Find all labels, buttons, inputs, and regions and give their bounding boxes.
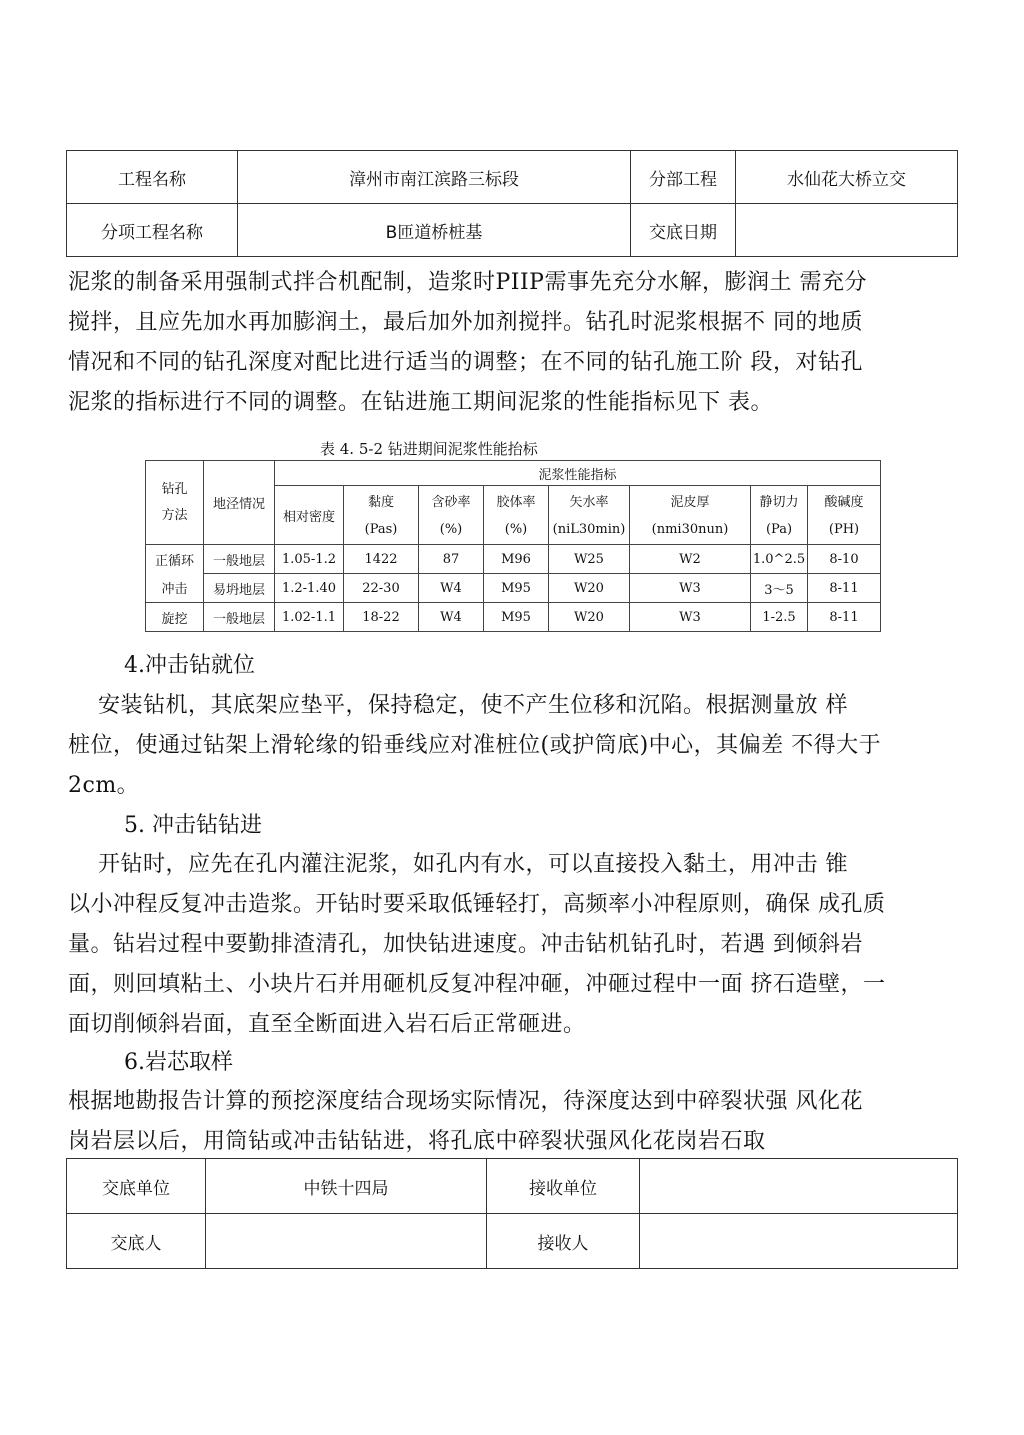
cell: 1.02-1.1 — [275, 603, 344, 632]
cell: 8-11 — [808, 603, 881, 632]
header-ph: 酸碱度 — [808, 486, 881, 515]
division-label: 分部工程 — [631, 151, 736, 204]
unit-cake: (nmi30nun) — [630, 514, 751, 545]
issuer — [206, 1214, 487, 1269]
header-density: 相对密度 — [275, 486, 344, 545]
unit-colloid: (%) — [484, 514, 549, 545]
section-5-title: 5. 冲击钻钻进 — [124, 813, 262, 838]
receiver-unit-label: 接收单位 — [487, 1159, 640, 1214]
cell: 3～5 — [751, 574, 808, 603]
cell: 1-2.5 — [751, 603, 808, 632]
unit-ph: (PH) — [808, 514, 881, 545]
header-table — [66, 150, 958, 257]
footer-table — [66, 1158, 958, 1269]
header-shear: 静切力 — [751, 486, 808, 515]
cell: M95 — [484, 574, 549, 603]
cell: W20 — [549, 603, 630, 632]
header-sand: 含砂率 — [419, 486, 484, 515]
mud-performance-table — [145, 460, 881, 632]
cell: 一般地层 — [204, 545, 275, 574]
subitem: B匝道桥桩基 — [238, 204, 631, 257]
cell: 1.05-1.2 — [275, 545, 344, 574]
cell: W4 — [419, 603, 484, 632]
col-geology-header: 地泾情况 — [204, 461, 275, 545]
cell: 一般地层 — [204, 603, 275, 632]
cell: 22-30 — [344, 574, 419, 603]
receiver-unit — [640, 1159, 958, 1214]
cell: W4 — [419, 574, 484, 603]
cell: 8-10 — [808, 545, 881, 574]
cell: 18-22 — [344, 603, 419, 632]
paragraph-drill-positioning: 安装钻机，其底架应垫平，保持稳定，使不产生位移和沉陷。根据测量放 样 桩位，使通过钻架上滑轮缘的铅垂线应对准桩位(或护筒底)中心，其偏差 不得大于 2cm。 — [68, 693, 882, 798]
cell: 1.0^2.5 — [751, 545, 808, 574]
unit-viscosity: (Pas) — [344, 514, 419, 545]
method-cell: 旋挖 — [146, 603, 204, 632]
receiver-label: 接收人 — [487, 1214, 640, 1269]
section-6-title: 6.岩芯取样 — [124, 1050, 233, 1075]
unit-water-loss: (niL30min) — [549, 514, 630, 545]
cell: W25 — [549, 545, 630, 574]
cell: 87 — [419, 545, 484, 574]
subitem-label: 分项工程名称 — [67, 204, 238, 257]
unit-sand: (%) — [419, 514, 484, 545]
cell: W2 — [630, 545, 751, 574]
project-name: 漳州市南江滨路三标段 — [238, 151, 631, 204]
issuer-label: 交底人 — [67, 1214, 206, 1269]
method-cell: 正循环 — [146, 545, 204, 574]
method-cell: 冲击 — [146, 574, 204, 603]
table-row — [146, 545, 881, 574]
division: 水仙花大桥立交 — [736, 151, 958, 204]
header-colloid: 胶体率 — [484, 486, 549, 515]
cell: W3 — [630, 574, 751, 603]
table-row — [146, 574, 881, 603]
header-viscosity: 黏度 — [344, 486, 419, 515]
col-method-header: 钻孔 方法 — [146, 461, 204, 545]
issuer-unit-label: 交底单位 — [67, 1159, 206, 1214]
table-caption: 表 4. 5-2 钻进期间泥浆性能抬标 — [320, 440, 538, 458]
paragraph-drilling: 开钻时，应先在孔内灌注泥浆，如孔内有水，可以直接投入黏土，用冲击 锥 以小冲程反复冲击造浆。开钻时要采取低锤轻打，高频率小冲程原则，确保 成孔质 量。钻岩过程中要勤排渣清孔，加快钻进速度。冲击钻机钻孔时，若遇 到倾斜岩 面，则回填粘土、小块片石并用砸机反复冲程冲砸，冲砸过程中一面 挤石造壁，一 面切削倾斜岩面，直至全断面进入岩石后正常砸进。 — [68, 852, 886, 1037]
header-water-loss: 矢水率 — [549, 486, 630, 515]
cell: 1422 — [344, 545, 419, 574]
paragraph-mud-preparation: 泥浆的制备采用强制式拌合机配制，造浆时PIIP需事先充分水解，膨润土 需充分 搅拌，且应先加水再加膨润土，最后加外加剂搅拌。钻孔时泥浆根据不 同的地质 情况和不同的钻孔深度对配比进行适当的调整；在不同的钻孔施工阶 段，对钻孔 泥浆的指标进行不同的调整。在钻进施工期间泥浆的性能指标见下 表。 — [68, 270, 867, 415]
date-value — [736, 204, 958, 257]
cell: W3 — [630, 603, 751, 632]
cell: 易坍地层 — [204, 574, 275, 603]
receiver — [640, 1214, 958, 1269]
cell: 8-11 — [808, 574, 881, 603]
project-name-label: 工程名称 — [67, 151, 238, 204]
section-4-title: 4.冲击钻就位 — [124, 653, 255, 678]
cell: W20 — [549, 574, 630, 603]
cell: M96 — [484, 545, 549, 574]
header-cake: 泥皮厚 — [630, 486, 751, 515]
group-header: 泥浆性能指标 — [275, 461, 881, 486]
cell: 1.2-1.40 — [275, 574, 344, 603]
issuer-unit: 中铁十四局 — [206, 1159, 487, 1214]
table-row — [146, 603, 881, 632]
date-label: 交底日期 — [631, 204, 736, 257]
paragraph-core-sampling: 根据地勘报告计算的预挖深度结合现场实际情况，待深度达到中碎裂状强 风化花 岗岩层以后，用筒钻或冲击钻钻进，将孔底中碎裂状强风化花岗岩石取 — [68, 1089, 863, 1154]
unit-shear: (Pa) — [751, 514, 808, 545]
cell: M95 — [484, 603, 549, 632]
